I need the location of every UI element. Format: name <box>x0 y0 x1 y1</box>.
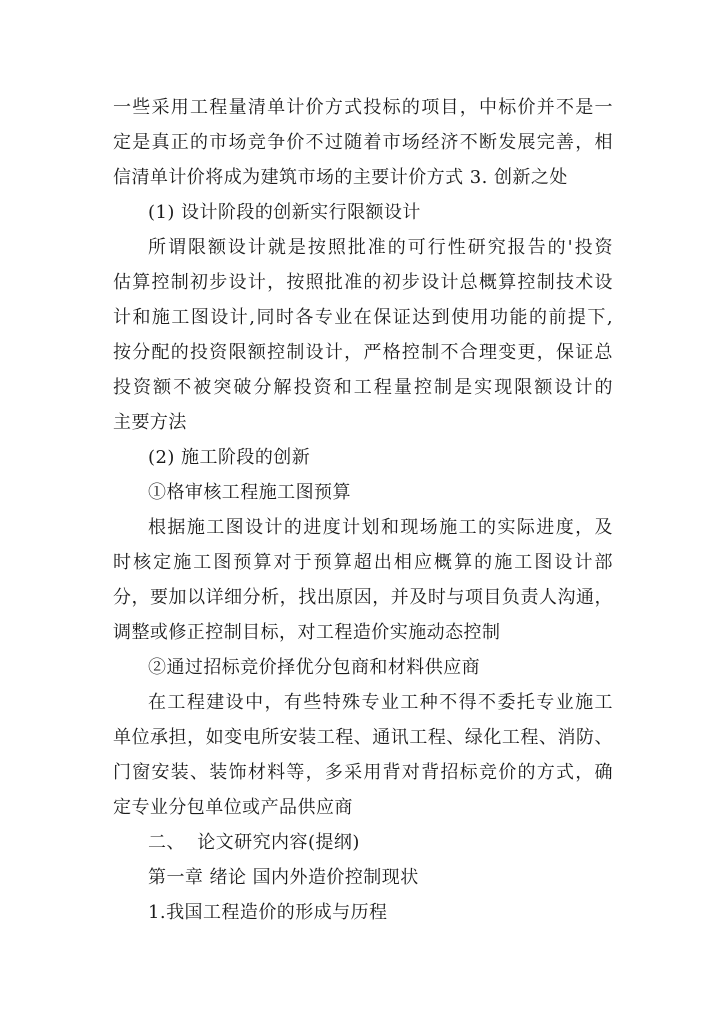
section-heading: (2) 施工阶段的创新 <box>148 447 311 468</box>
paragraph-line: 时核定施工图预算对于预算超出相应概算的施工图设计部 <box>113 552 613 573</box>
paragraph-line: 主要方法 <box>113 412 187 433</box>
section-heading: (1) 设计阶段的创新实行限额设计 <box>148 202 421 223</box>
paragraph-line: 在工程建设中，有些特殊专业工种不得不委托专业施工 <box>148 692 613 713</box>
paragraph-line: 单位承担，如变电所安装工程、通讯工程、绿化工程、消防、 <box>113 727 613 748</box>
outline-heading: 二、 论文研究内容(提纲) <box>148 832 360 853</box>
paragraph-line: 定是真正的市场竞争价不过随着市场经济不断发展完善，相 <box>113 132 613 153</box>
paragraph-line: 计和施工图设计,同时各专业在保证达到使用功能的前提下, <box>113 307 613 328</box>
paragraph-line: 分，要加以详细分析，找出原因，并及时与项目负责人沟通， <box>113 587 613 608</box>
outline-item: 1.我国工程造价的形成与历程 <box>148 902 388 923</box>
paragraph-line: 信清单计价将成为建筑市场的主要计价方式 3. 创新之处 <box>113 167 568 188</box>
paragraph-line: 门窗安装、装饰材料等，多采用背对背招标竞价的方式，确 <box>113 762 613 783</box>
subsection-heading: ②通过招标竞价择优分包商和材料供应商 <box>148 657 481 678</box>
paragraph-line: 根据施工图设计的进度计划和现场施工的实际进度，及 <box>148 517 613 538</box>
paragraph-line: 估算控制初步设计，按照批准的初步设计总概算控制技术设 <box>113 272 613 293</box>
paragraph-line: 所谓限额设计就是按照批准的可行性研究报告的'投资 <box>148 237 613 258</box>
paragraph-line: 定专业分包单位或产品供应商 <box>113 797 353 818</box>
paragraph-line: 投资额不被突破分解投资和工程量控制是实现限额设计的 <box>113 377 613 398</box>
paragraph-line: 按分配的投资限额控制设计，严格控制不合理变更，保证总 <box>113 342 613 363</box>
paragraph-line: 一些采用工程量清单计价方式投标的项目，中标价并不是一 <box>113 97 613 118</box>
subsection-heading: ①格审核工程施工图预算 <box>148 482 351 503</box>
paragraph-line: 调整或修正控制目标，对工程造价实施动态控制 <box>113 622 501 643</box>
chapter-heading: 第一章 绪论 国内外造价控制现状 <box>148 867 419 888</box>
